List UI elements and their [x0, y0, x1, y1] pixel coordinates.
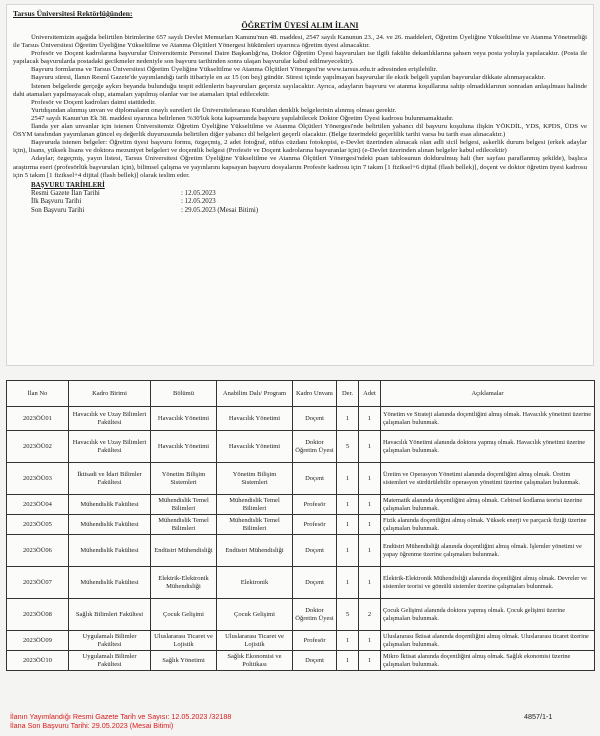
table-cell: 1: [359, 407, 381, 431]
table-cell: Sağlık Bilimleri Fakültesi: [69, 599, 151, 631]
table-cell: 2023ÖÜ07: [7, 567, 69, 599]
positions-table-wrapper: [6, 380, 594, 671]
announcement-paragraph: Profesör ve Doçent kadroları daimi statüdedir.: [31, 98, 156, 106]
table-header-row: [7, 381, 595, 407]
footer-deadline-line: İlana Son Başvuru Tarihi: 29.05.2023 (Mesai Bitimi): [10, 721, 174, 730]
announcement-text-block: [6, 4, 594, 366]
date-value: : 12.05.2023: [181, 198, 216, 206]
table-cell: Havacılık Yönetimi: [217, 407, 293, 431]
footer-code: 4857/1-1: [524, 712, 553, 721]
table-cell: 1: [337, 567, 359, 599]
table-cell: Mühendislik Temel Bilimleri: [217, 515, 293, 535]
table-cell: 2023ÖÜ08: [7, 599, 69, 631]
column-header: Bölümü: [151, 381, 217, 407]
column-header: İlan No: [7, 381, 69, 407]
table-cell: Mühendislik Temel Bilimleri: [151, 515, 217, 535]
table-cell: Havacılık Yönetimi: [217, 431, 293, 463]
table-cell: 1: [359, 651, 381, 671]
table-cell: 1: [337, 407, 359, 431]
announcement-title: ÖĞRETİM ÜYESİ ALIM İLANI: [241, 21, 359, 30]
column-header: Adet: [359, 381, 381, 407]
date-row: [31, 190, 587, 199]
table-cell: Doçent: [293, 407, 337, 431]
table-cell: 1: [359, 515, 381, 535]
table-cell: Doçent: [293, 651, 337, 671]
table-cell: Mühendislik Temel Bilimleri: [151, 495, 217, 515]
table-cell: Doçent: [293, 463, 337, 495]
table-cell: Havacılık Yönetimi alanında doktora yapmış olmak. Havacılık yönetimi üzerine çalışmaları bulunmak.: [381, 431, 595, 463]
table-cell: Havacılık Yönetimi: [151, 407, 217, 431]
table-cell: 2023ÖÜ01: [7, 407, 69, 431]
institution-header: Tarsus Üniversitesi Rektörlüğünden:: [13, 9, 133, 18]
table-cell: 2023ÖÜ03: [7, 463, 69, 495]
footer-note: [10, 712, 231, 730]
column-header: Kadro Birimi: [69, 381, 151, 407]
table-cell: 1: [359, 535, 381, 567]
table-cell: Mühendislik Fakültesi: [69, 567, 151, 599]
table-cell: Elektronik: [217, 567, 293, 599]
table-cell: Fizik alanında doçentliğini almış olmak. Yüksek enerji ve parçacık fiziği üzerine çalışmaları bulunmak.: [381, 515, 595, 535]
announcement-paragraph: Üniversitemizin aşağıda belirtilen birimlerine 657 sayılı Devlet Memurları Kanunu'nun 48. maddesi, 2547 sayılı Kanunun 23., 24. ve 26. maddeleri, Öğretim Üyeliğine Yükseltilme ve Atanma Yönetmeliği ile Tarsus Üniversitesi Öğretim Üyeliğine Yükseltilme ve Atanma Ölçütleri Yönergesi hükümleri uyarınca öğretim üyesi alınacaktır.: [13, 34, 587, 50]
table-cell: Endüstri Mühendisliği: [151, 535, 217, 567]
table-cell: Mühendislik Fakültesi: [69, 535, 151, 567]
table-cell: Sağlık Ekonomisi ve Politikası: [217, 651, 293, 671]
table-cell: Profesör: [293, 631, 337, 651]
table-cell: Havacılık ve Uzay Bilimleri Fakültesi: [69, 431, 151, 463]
table-row: [7, 495, 595, 515]
table-row: [7, 631, 595, 651]
table-row: [7, 651, 595, 671]
positions-table: [6, 380, 595, 671]
table-row: [7, 431, 595, 463]
table-row: [7, 535, 595, 567]
table-cell: 1: [359, 463, 381, 495]
table-cell: 1: [359, 431, 381, 463]
table-cell: 1: [337, 515, 359, 535]
table-cell: Doktor Öğretim Üyesi: [293, 431, 337, 463]
table-body: [7, 407, 595, 671]
table-cell: 2: [359, 599, 381, 631]
table-cell: Çocuk Gelişimi alanında doktora yapmış olmak. Çocuk gelişimi üzerine çalışmaları bulunmak.: [381, 599, 595, 631]
table-cell: Mühendislik Fakültesi: [69, 515, 151, 535]
table-cell: Mühendislik Fakültesi: [69, 495, 151, 515]
date-label: Son Başvuru Tarihi: [31, 206, 85, 214]
announcement-paragraph: Başvuru formlarına ve Tarsus Üniversitesi Öğretim Üyeliğine Yükseltilme ve Atanma Ölçütleri Yönergesi'ne www.tarsus.edu.tr adresinden erişilebilir.: [31, 66, 438, 74]
table-cell: 1: [337, 535, 359, 567]
table-cell: Doçent: [293, 567, 337, 599]
table-cell: 2023ÖÜ10: [7, 651, 69, 671]
date-label: İlk Başvuru Tarihi: [31, 198, 82, 206]
table-cell: Uygulamalı Bilimler Fakültesi: [69, 651, 151, 671]
table-cell: 2023ÖÜ05: [7, 515, 69, 535]
table-cell: 1: [337, 463, 359, 495]
table-cell: Matematik alanında doçentliğini almış olmak. Cebirsel kodlama teorisi üzerine çalışmaları bulunmak.: [381, 495, 595, 515]
table-cell: Havacılık Yönetimi: [151, 431, 217, 463]
table-cell: 1: [359, 495, 381, 515]
column-header: Kadro Unvanı: [293, 381, 337, 407]
table-cell: Mikro İktisat alanında doçentliğini almış olmak. Sağlık ekonomisi üzerine çalışmaları bulunmak.: [381, 651, 595, 671]
date-value: : 12.05.2023: [181, 189, 216, 197]
table-cell: Yönetim Bilişim Sistemleri: [217, 463, 293, 495]
table-cell: Profesör: [293, 515, 337, 535]
table-cell: Çocuk Gelişimi: [151, 599, 217, 631]
table-cell: 1: [337, 495, 359, 515]
table-cell: Üretim ve Operasyon Yönetimi alanında doçentliğini almış olmak. Üretim sistemleri ve sürdürülebilir operasyon yönetimi üzerine çalışmaları bulunmak.: [381, 463, 595, 495]
table-row: [7, 407, 595, 431]
date-row: [31, 198, 587, 207]
table-cell: İktisadi ve İdari Bilimler Fakültesi: [69, 463, 151, 495]
table-row: [7, 599, 595, 631]
announcement-paragraph: İlanda yer alan unvanlar için istenen Üniversitemiz Öğretim Üyeliğine Yükseltilme ve Atanma Ölçütleri Yönergesi'nde belirtilen yabancı dil başvuru koşuluna ilişkin YÖKDİL, YDS, KPDS, ÜDS ve ÖSYM tarafından yayımlanan güncel eş değerlik duyurusunda belirtilen diğer yabancı dil belgeleri geçerli olacaktır. (Belge üzerindeki geçerlilik tarihi varsa bu tarih esas alınacaktır.): [13, 123, 587, 139]
announcement-paragraph: İstenen belgelerde gerçeğe aykırı beyanda bulunduğu tespit edilenlerin başvuruları geçersiz sayılacaktır. Ayrıca, adayların başvuru ve atanma koşullarına sahip olmadıklarının sonradan anlaşılması halinde dahi atamaları yapılmayacak olup, atamaları yapılmış olanlar var ise atamaları iptal edilecektir.: [13, 82, 587, 98]
announcement-paragraph: 2547 sayılı Kanun'un Ek 38. maddesi uyarınca belirlenen %30'luk kota kapsamında başvuru yapılabilecek Doktor Öğretim Üyesi kadrosu bulunmamaktadır.: [31, 114, 454, 122]
table-cell: Çocuk Gelişimi: [217, 599, 293, 631]
date-label: Resmi Gazete İlan Tarihi: [31, 189, 100, 197]
table-cell: 2023ÖÜ06: [7, 535, 69, 567]
table-row: [7, 463, 595, 495]
table-cell: Yönetim Bilişim Sistemleri: [151, 463, 217, 495]
announcement-paragraph: Başvuruda istenen belgeler: Öğretim üyesi başvuru formu, özgeçmiş, 2 adet fotoğraf, nüfus cüzdanı fotokopisi, e-Devlet üzerinden alınacak olan adli sicil belgesi, askerlik durum belgesi (erkek adaylar için), lisans, yüksek lisans ve doktora mezuniyet belgeleri ve doçentlik belgesi (Profesör ve Doçent kadrolarına başvuranlar için) (e-Devlet üzerinden alınan belgeler kabul edilecektir): [13, 139, 587, 155]
table-cell: Sağlık Yönetimi: [151, 651, 217, 671]
table-cell: Doktor Öğretim Üyesi: [293, 599, 337, 631]
table-cell: 2023ÖÜ02: [7, 431, 69, 463]
table-cell: 2023ÖÜ09: [7, 631, 69, 651]
dates-heading: BAŞVURU TARİHLERİ: [31, 181, 105, 189]
dates-list: [13, 190, 587, 216]
table-cell: Endüstri Mühendisliği: [217, 535, 293, 567]
announcement-paragraph: Profesör ve Doçent kadrolarına başvurular Üniversitemiz Personel Daire Başkanlığı'na, Doktor Öğretim Üyesi başvuruları ise ilgili fakülte dekanlıklarına şahsen veya posta yoluyla yapılacaktır. (Posta ile yapılacak başvurularda postadaki gecikmeler nedeniyle son başvuru tarihinden sonra ulaşan başvurular kabul edilmeyecektir).: [13, 50, 587, 66]
announcement-paragraph: Adaylar; özgeçmiş, yayın listesi, Tarsus Üniversitesi Öğretim Üyeliğine Yükseltilme ve Atanma Ölçütleri Yönergesi'ndeki puan tablosunun doldurulmuş hali (her sayfası paraflanmış şekilde), başlıca araştırma eseri (profesörlük başvuruları için), bilimsel çalışma ve yayınlarını kapsayan başvuru dosyalarını Profesör kadrosu için 7 takım [1 fiziksel+6 dijital (flash bellek)], doçent ve doktor öğretim üyesi kadrosu için 5 takım [1 fiziksel+4 dijital (flash bellek)] olarak teslim eder.: [13, 155, 587, 179]
table-cell: Uluslararası Ticaret ve Lojistik: [217, 631, 293, 651]
table-cell: Uluslararası İktisat alanında doçentliğini almış olmak. Uluslararası ticaret üzerine çalışmaları bulunmak.: [381, 631, 595, 651]
date-row: [31, 207, 587, 216]
column-header: Der.: [337, 381, 359, 407]
table-cell: Yönetim ve Strateji alanında doçentliğini almış olmak. Havacılık yönetimi üzerine çalışmaları bulunmak.: [381, 407, 595, 431]
table-cell: Endüstri Mühendisliği alanında doçentliğini almış olmak. İşlemler yönetimi ve yapay öğrenme üzerine çalışmaları bulunmak.: [381, 535, 595, 567]
table-cell: 1: [359, 567, 381, 599]
table-row: [7, 515, 595, 535]
table-cell: 1: [337, 651, 359, 671]
table-cell: Doçent: [293, 535, 337, 567]
announcement-paragraph: Başvuru süresi, İlanın Resmî Gazete'de yayımlandığı tarih itibariyle en az 15 (on beş) gündür. Süresi içinde yapılmayan başvurular ile eksik belgeli yapılan başvurular dikkate alınmayacaktır.: [31, 74, 546, 82]
table-cell: Elektrik-Elektronik Mühendisliği: [151, 567, 217, 599]
table-cell: 1: [359, 631, 381, 651]
table-cell: 1: [337, 631, 359, 651]
column-header: Anabilim Dalı/ Program: [217, 381, 293, 407]
footer-gazette-line: İlanın Yayımlandığı Resmi Gazete Tarih ve Sayısı: 12.05.2023 /32188: [10, 712, 232, 721]
table-cell: 2023ÖÜ04: [7, 495, 69, 515]
table-cell: Uygulamalı Bilimler Fakültesi: [69, 631, 151, 651]
date-value: : 29.05.2023 (Mesai Bitimi): [181, 206, 259, 214]
announcement-paragraphs: [13, 34, 587, 180]
table-cell: Uluslararası Ticaret ve Lojistik: [151, 631, 217, 651]
table-cell: 5: [337, 431, 359, 463]
column-header: Açıklamalar: [381, 381, 595, 407]
table-cell: 5: [337, 599, 359, 631]
table-cell: Havacılık ve Uzay Bilimleri Fakültesi: [69, 407, 151, 431]
announcement-paragraph: Yurtdışından alınmış unvan ve diplomaların onaylı suretleri ile Üniversitelerarası Kuruldan denklik belgelerinin alınmış olması gerekir.: [31, 106, 397, 114]
table-cell: Elektrik-Elektronik Mühendisliği alanında doçentliğini almış olmak. Devreler ve sistemler teorisi ve gömülü sistemler üzerine çalışmaları bulunmak.: [381, 567, 595, 599]
table-cell: Mühendislik Temel Bilimleri: [217, 495, 293, 515]
table-cell: Profesör: [293, 495, 337, 515]
table-row: [7, 567, 595, 599]
